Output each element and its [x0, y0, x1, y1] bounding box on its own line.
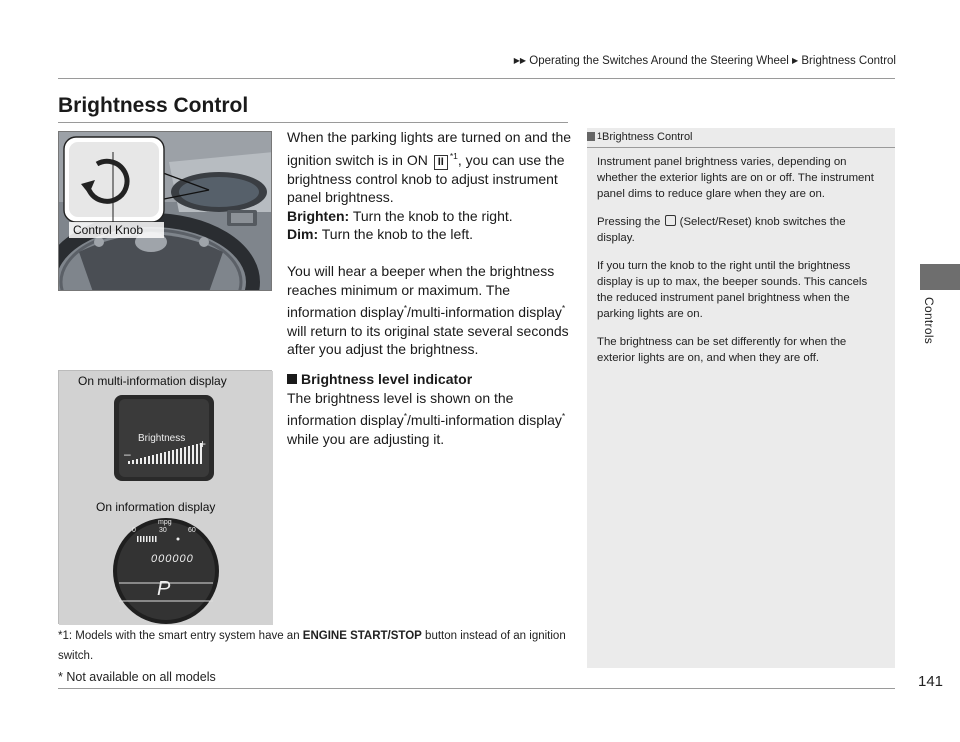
- control-knob-caption: Control Knob: [73, 223, 144, 237]
- square-bullet-icon: [287, 374, 297, 384]
- sidebar-paragraph-2: Pressing the (Select/Reset) knob switches the display.: [597, 216, 846, 244]
- intro-paragraph: When the parking lights are turned on and the ignition switch is in ON II $^{*1}$, you can use the brightness control knob to adjust instrument panel brightness.: [287, 129, 572, 206]
- footer-divider: [58, 688, 895, 689]
- sidebar-heading: 1Brightness Control: [587, 128, 895, 148]
- chapter-tab: [920, 264, 960, 290]
- gear-indicator: P: [157, 578, 171, 600]
- gauge-unit: mpg: [158, 519, 172, 526]
- title-divider: [58, 122, 568, 123]
- sidebar-paragraph-3: If you turn the knob to the right until the brightness display is up to max, the beeper sounds. This cancels the reduced instrument panel brightness when the parking lights are on.: [597, 260, 868, 320]
- breadcrumb-page: Brightness Control: [801, 55, 896, 67]
- plus-label: +: [199, 437, 207, 451]
- steering-wheel-illustration: [59, 132, 272, 291]
- indicator-paragraph: The brightness level is shown on the information display*/multi-information display* while you are adjusting it.: [287, 389, 566, 447]
- page-title: Brightness Control: [58, 94, 249, 117]
- multi-info-caption: On multi-information display: [78, 374, 227, 388]
- page-number: 141: [918, 673, 944, 690]
- gauge-tick-0: 0: [132, 527, 136, 534]
- reference-icon: [587, 132, 595, 141]
- footnote: *1: Models with the smart entry system have an ENGINE START/STOP button instead of an ignition switch.: [58, 630, 566, 662]
- sidebar-paragraph-1: Instrument panel brightness varies, depending on whether the exterior lights are on or off. The instrument panel dims to reduce glare when they are on.: [597, 156, 874, 200]
- double-arrow-icon: ▶▶: [513, 56, 527, 65]
- info-display-caption: On information display: [96, 500, 216, 514]
- sidebar-paragraph-4: The brightness can be set differently for when the exterior lights are on, and when they are off.: [597, 336, 847, 364]
- brightness-screen-label: Brightness: [138, 433, 186, 444]
- breadcrumb: [514, 55, 896, 67]
- chapter-label: Controls: [922, 297, 936, 345]
- select-reset-knob-icon: [665, 215, 676, 226]
- arrow-icon: ▶: [792, 56, 799, 65]
- sidebar-body: [587, 148, 895, 366]
- steering-wheel-figure: [58, 131, 272, 291]
- main-body: [287, 128, 572, 448]
- brighten-line: Brighten: Turn the knob to the right.: [287, 207, 513, 224]
- breadcrumb-section: Operating the Switches Around the Steering Wheel: [529, 55, 789, 67]
- odometer-readout: 000000: [151, 553, 194, 565]
- dim-line: Dim: Turn the knob to the left.: [287, 226, 473, 243]
- beeper-paragraph: You will hear a beeper when the brightness reaches minimum or maximum. The information display*/multi-information display* will return to its original state several seconds after you adjust the brightness.: [287, 262, 569, 358]
- minus-label: –: [124, 447, 131, 461]
- gauge-tick-60: 60: [188, 527, 196, 534]
- ignition-on-key-icon: II: [434, 155, 448, 170]
- indicator-subheading: Brightness level indicator: [287, 370, 572, 389]
- sidebar-note: [587, 128, 895, 668]
- header-divider: [58, 78, 895, 79]
- availability-note: * Not available on all models: [58, 670, 216, 684]
- gauge-tick-30: 30: [159, 527, 167, 534]
